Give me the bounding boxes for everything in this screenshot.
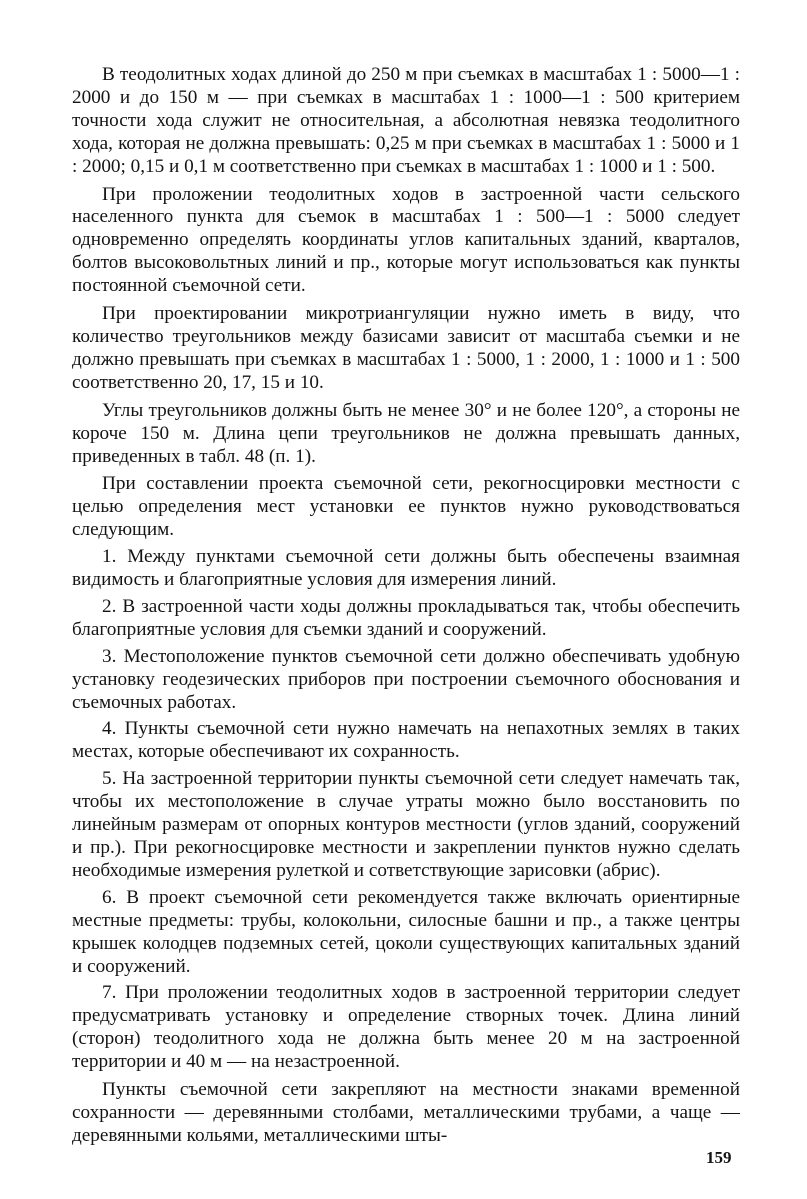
paragraph-triangle-angles: Углы треугольников должны быть не менее 30° и не более 120°, а стороны не короче 150 м. Длина цепи треугольников не должна превышать данных, приведенных в табл. 48 (п. 1). <box>72 399 740 467</box>
paragraph-absolute-misclosure: В теодолитных ходах длиной до 250 м при съемках в масштабах 1 : 5000—1 : 2000 и до 150 м — при съемках в масштабах 1 : 1000—1 : 500 критерием точности хода служит не относительная, а абсолютная невязка теодолитного хода, которая не должна превышать: 0,25 м при съемках в масштабах 1 : 5000 и 1 : 2000; 0,15 и 0,1 м соответственно при съемках в масштабах 1 : 1000 и 1 : 500. <box>72 64 740 177</box>
page-body <box>72 64 740 1153</box>
list-item-7: 7. При проложении теодолитных ходов в застроенной территории следует предусматривать установку и определение створных точек. Длина линий (сторон) теодолитного хода не должна быть менее 20 м на застроенной территории и 40 м — на незастроенной. <box>72 982 740 1073</box>
paragraph-built-up-traverse: При проложении теодолитных ходов в застроенной части сельского населенного пункта для съемок в масштабах 1 : 500—1 : 5000 следует одновременно определять координаты углов капитальных зданий, кварталов, болтов высоковольтных линий и пр., которые могут использоваться как пункты постоянной съемочной сети. <box>72 183 740 297</box>
list-item-3: 3. Местоположение пунктов съемочной сети должно обеспечивать удобную установку геодезических приборов при построении съемочного обоснования и съемочных работах. <box>72 645 740 713</box>
list-item-5: 5. На застроенной территории пункты съемочной сети следует намечать так, чтобы их местоположение в случае утраты можно было восстановить по линейным размерам от опорных контуров местности (углов зданий, сооружений и пр.). При рекогносцировке местности и закреплении пунктов нужно сделать необходимые измерения рулеткой и сответствующие зарисовки (абрис). <box>72 768 740 881</box>
list-item-1: 1. Между пунктами съемочной сети должны быть обеспечены взаимная видимость и благоприятные условия для измерения линий. <box>72 546 740 591</box>
paragraph-network-design: При составлении проекта съемочной сети, рекогносцировки местности с целью определения мест установки ее пунктов нужно руководствоваться следующим. <box>72 473 740 541</box>
list-item-4: 4. Пункты съемочной сети нужно намечать на непахотных землях в таких местах, которые обеспечивают их сохранность. <box>72 718 740 763</box>
paragraph-microtriangulation: При проектировании микротриангуляции нужно иметь в виду, что количество треугольников между базисами зависит от масштаба съемки и не должно превышать при съемках в масштабах 1 : 5000, 1 : 2000, 1 : 1000 и 1 : 500 соответственно 20, 17, 15 и 10. <box>72 303 740 393</box>
list-item-2: 2. В застроенной части ходы должны прокладываться так, чтобы обеспечить благоприятные условия для съемки зданий и сооружений. <box>72 595 740 640</box>
page-number: 159 <box>706 1148 732 1167</box>
paragraph-marking-points: Пункты съемочной сети закрепляют на местности знаками временной сохранности — деревянными столбами, металлическими трубами, а чаще — деревянными кольями, металлическими шты- <box>72 1079 740 1146</box>
list-item-6: 6. В проект съемочной сети рекомендуется также включать ориентирные местные предметы: трубы, колокольни, силосные башни и пр., а также центры крышек колодцев подземных сетей, цоколи существующих капитальных зданий и сооружений. <box>72 886 740 977</box>
